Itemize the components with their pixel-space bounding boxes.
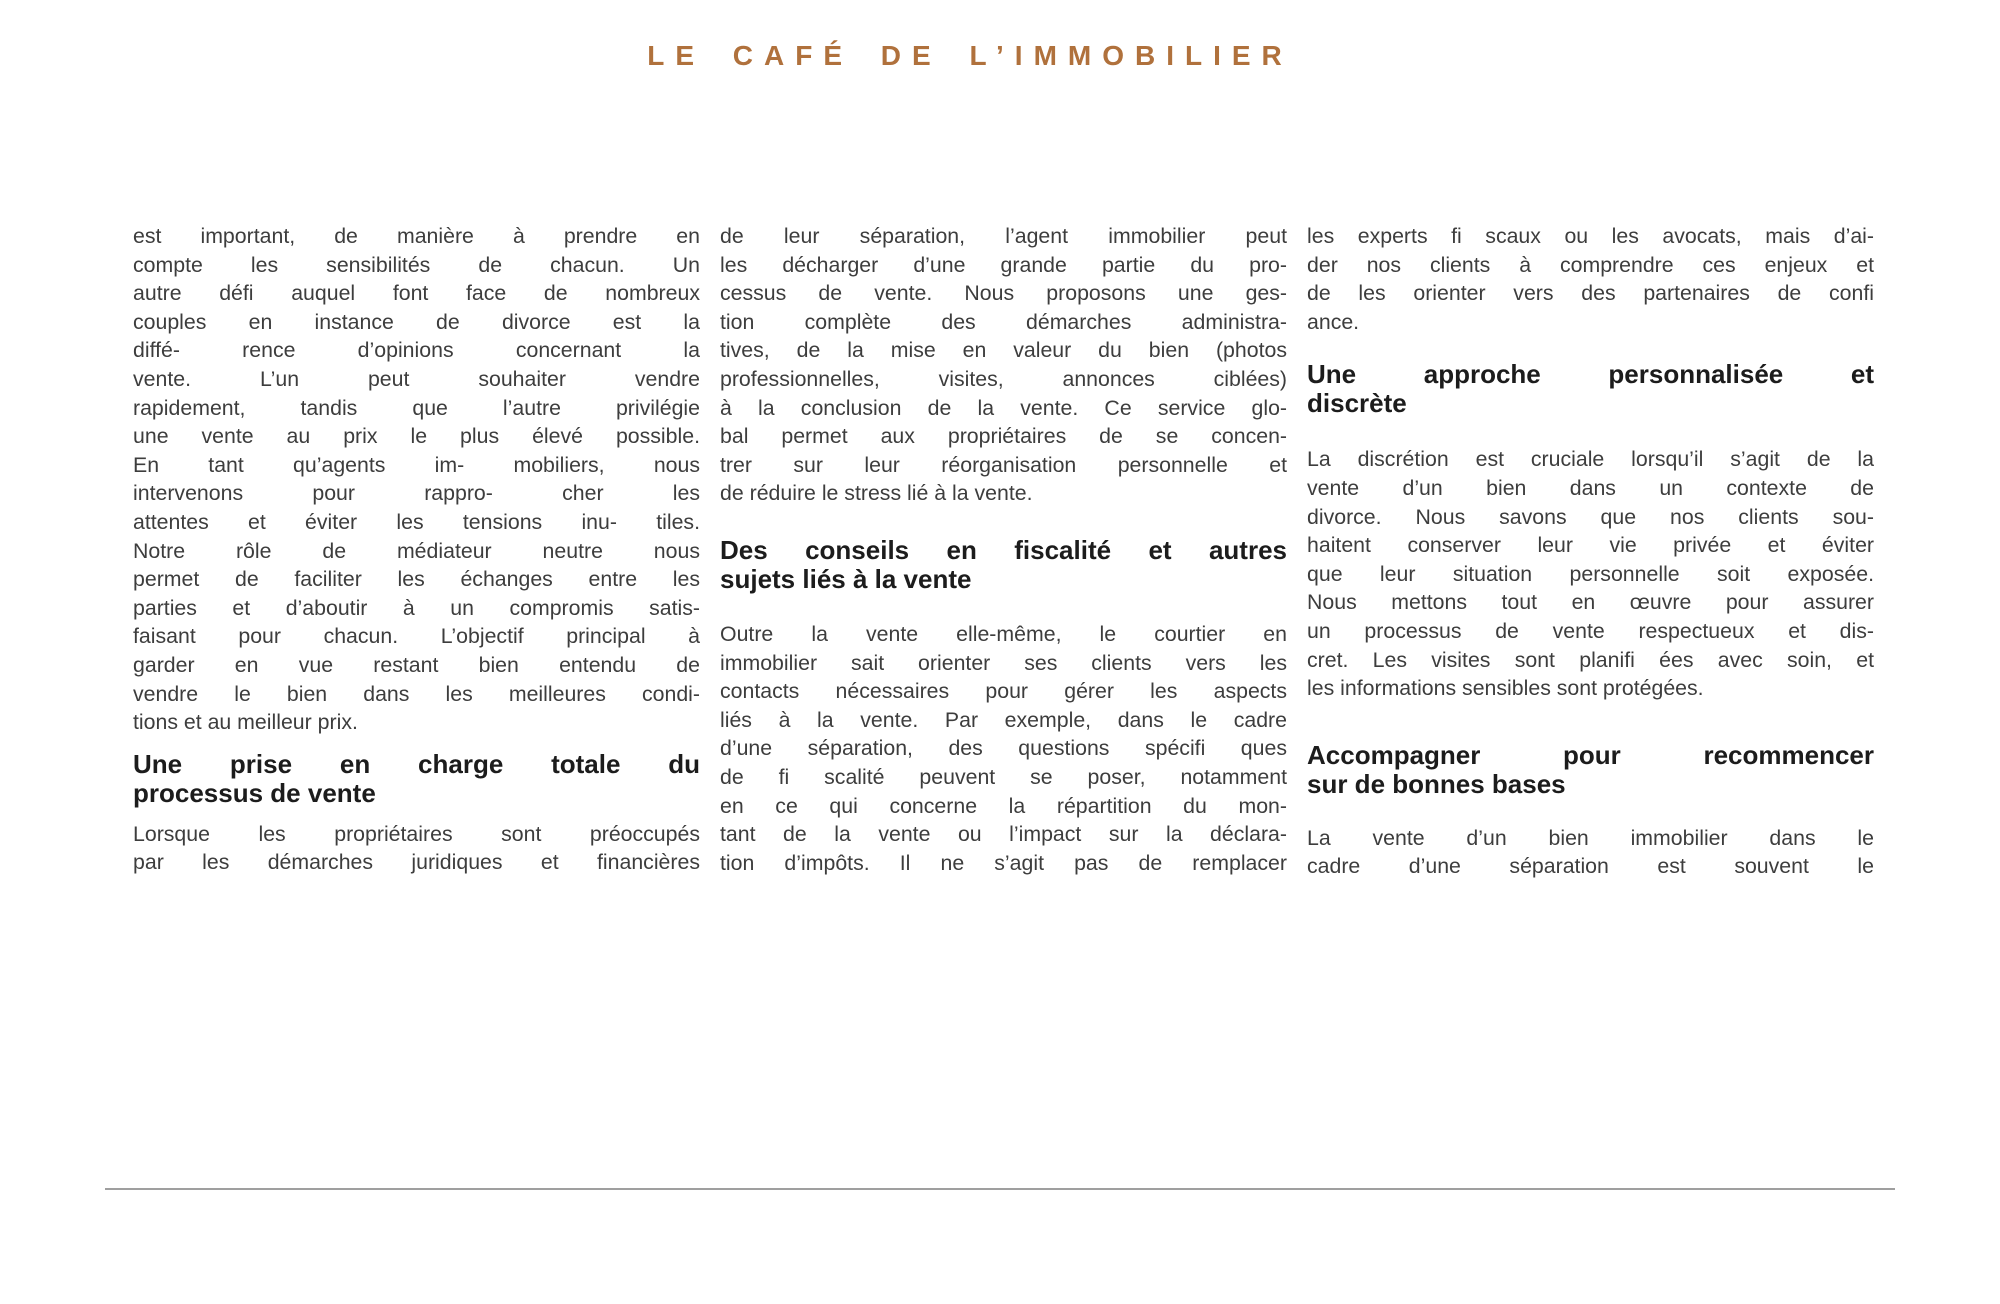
text-line: bal permet aux propriétaires de se concen- xyxy=(720,424,1287,449)
text-line: La vente d’un bien immobilier dans le xyxy=(1307,825,1874,850)
text-line: par les démarches juridiques et financières xyxy=(133,850,700,875)
section-heading xyxy=(720,536,1287,594)
text-line: les informations sensibles sont protégées. xyxy=(1307,676,1704,701)
text-line: est important, de manière à prendre en xyxy=(133,224,700,248)
text-line: La discrétion est cruciale lorsqu’il s’agit de la xyxy=(1307,447,1874,472)
body-paragraph xyxy=(1307,824,1874,881)
text-line: divorce. Nous savons que nos clients sou- xyxy=(1307,504,1874,529)
text-line: immobilier sait orienter ses clients vers les xyxy=(720,650,1287,675)
body-paragraph xyxy=(133,820,700,877)
text-line: tion complète des démarches administra- xyxy=(720,309,1287,334)
text-line: diffé- rence d’opinions concernant la xyxy=(133,338,700,363)
text-line: Outre la vente elle-même, le courtier en xyxy=(720,621,1287,646)
text-line: de leur séparation, l’agent immobilier peut xyxy=(720,224,1287,248)
text-line: sur de bonnes bases xyxy=(1307,768,1566,799)
text-line: faisant pour chacun. L’objectif principal à xyxy=(133,624,700,649)
text-line: que leur situation personnelle soit exposée. xyxy=(1307,561,1874,586)
text-line: les experts fi scaux ou les avocats, mais d’ai- xyxy=(1307,224,1874,248)
text-line: un processus de vente respectueux et dis- xyxy=(1307,618,1874,643)
text-line: der nos clients à comprendre ces enjeux et xyxy=(1307,252,1874,277)
text-line: vente d’un bien dans un contexte de xyxy=(1307,475,1874,500)
text-line: permet de faciliter les échanges entre les xyxy=(133,567,700,592)
text-column-3 xyxy=(1307,222,1874,881)
text-line: tant de la vente ou l’impact sur la déclara- xyxy=(720,822,1287,847)
body-paragraph xyxy=(1307,445,1874,702)
text-column-1 xyxy=(133,222,700,881)
text-line: parties et d’aboutir à un compromis satis- xyxy=(133,595,700,620)
text-line: cadre d’une séparation est souvent le xyxy=(1307,854,1874,879)
section-heading xyxy=(133,750,700,808)
page-title: LE CAFÉ DE L’IMMOBILIER xyxy=(647,40,1293,71)
text-line: les décharger d’une grande partie du pro- xyxy=(720,252,1287,277)
text-line: de les orienter vers des partenaires de confi xyxy=(1307,281,1874,306)
body-paragraph xyxy=(720,620,1287,877)
text-line: liés à la vente. Par exemple, dans le cadre xyxy=(720,707,1287,732)
text-line: attentes et éviter les tensions inu- tiles. xyxy=(133,509,700,534)
text-line: autre défi auquel font face de nombreux xyxy=(133,281,700,306)
text-line: Notre rôle de médiateur neutre nous xyxy=(133,538,700,563)
text-line: professionnelles, visites, annonces ciblées) xyxy=(720,366,1287,391)
body-paragraph xyxy=(133,222,700,737)
article-columns xyxy=(133,222,1874,881)
text-line: Une approche personnalisée et xyxy=(1307,359,1874,390)
body-paragraph xyxy=(720,222,1287,508)
text-line: Une prise en charge totale du xyxy=(133,748,700,779)
text-line: Nous mettons tout en œuvre pour assurer xyxy=(1307,590,1874,615)
text-line: cessus de vente. Nous proposons une ges- xyxy=(720,281,1287,306)
section-heading xyxy=(1307,741,1874,799)
text-line: vente. L’un peut souhaiter vendre xyxy=(133,366,700,391)
text-line: d’une séparation, des questions spécifi ques xyxy=(720,736,1287,761)
text-line: rapidement, tandis que l’autre privilégie xyxy=(133,395,700,420)
text-column-2 xyxy=(720,222,1287,881)
text-line: intervenons pour rappro- cher les xyxy=(133,481,700,506)
text-line: tions et au meilleur prix. xyxy=(133,710,358,735)
text-line: tion d’impôts. Il ne s’agit pas de remplacer xyxy=(720,850,1287,875)
section-heading xyxy=(1307,360,1874,418)
text-line: cret. Les visites sont planifi ées avec soin, et xyxy=(1307,647,1874,672)
text-line: en ce qui concerne la répartition du mon- xyxy=(720,793,1287,818)
text-line: processus de vente xyxy=(133,777,376,808)
text-line: à la conclusion de la vente. Ce service glo- xyxy=(720,395,1287,420)
text-line: de fi scalité peuvent se poser, notamment xyxy=(720,764,1287,789)
text-line: compte les sensibilités de chacun. Un xyxy=(133,252,700,277)
text-line: une vente au prix le plus élevé possible. xyxy=(133,424,700,449)
text-line: couples en instance de divorce est la xyxy=(133,309,700,334)
text-line: contacts nécessaires pour gérer les aspects xyxy=(720,679,1287,704)
text-line: discrète xyxy=(1307,388,1407,419)
body-paragraph xyxy=(1307,222,1874,336)
text-line: tives, de la mise en valeur du bien (photos xyxy=(720,338,1287,363)
text-line: sujets liés à la vente xyxy=(720,563,972,594)
text-line: haitent conserver leur vie privée et éviter xyxy=(1307,533,1874,558)
text-line: ance. xyxy=(1307,309,1360,334)
text-line: En tant qu’agents im- mobiliers, nous xyxy=(133,452,700,477)
text-line: trer sur leur réorganisation personnelle et xyxy=(720,452,1287,477)
text-line: garder en vue restant bien entendu de xyxy=(133,652,700,677)
text-line: Accompagner pour recommencer xyxy=(1307,739,1874,770)
text-line: vendre le bien dans les meilleures condi- xyxy=(133,681,700,706)
text-line: Des conseils en fiscalité et autres xyxy=(720,534,1287,565)
footer-divider xyxy=(105,1188,1895,1190)
text-line: Lorsque les propriétaires sont préoccupés xyxy=(133,821,700,846)
text-line: de réduire le stress lié à la vente. xyxy=(720,481,1033,506)
